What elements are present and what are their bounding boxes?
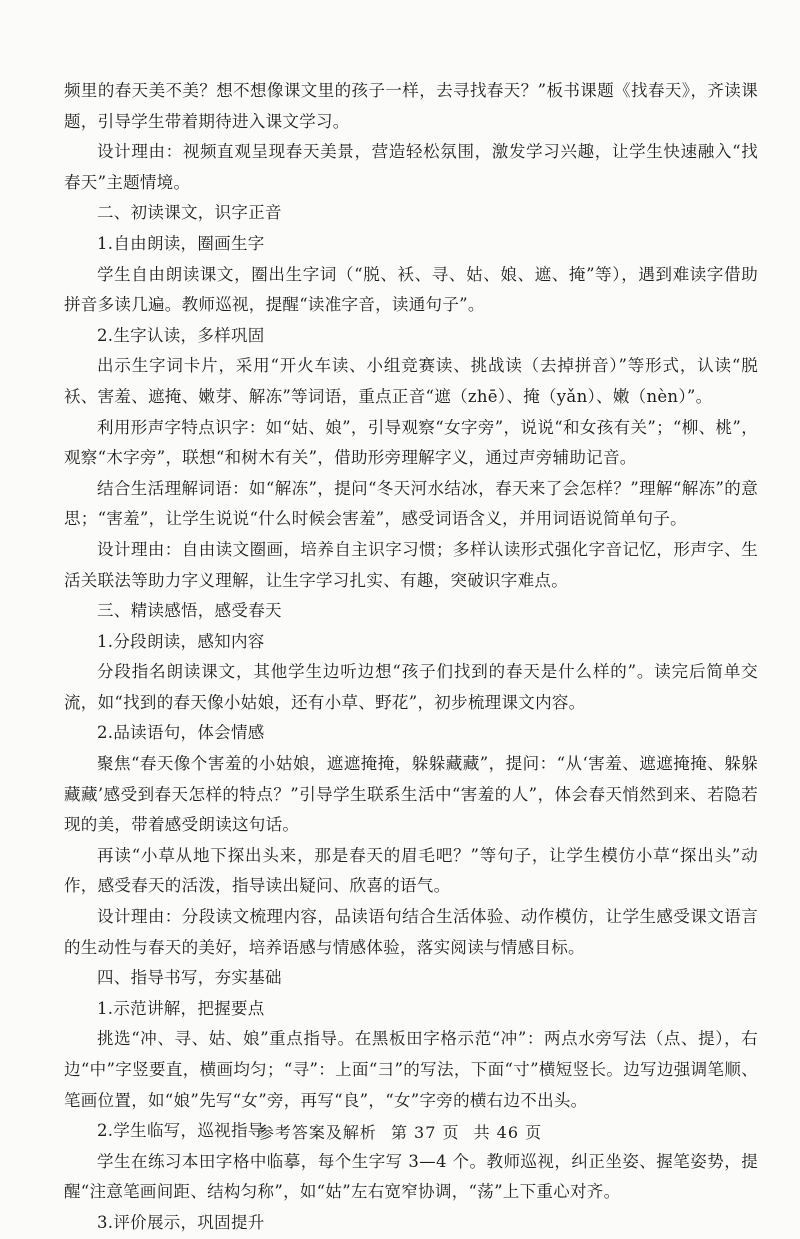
subsection-heading: 1.自由朗读，圈画生字: [97, 233, 265, 253]
subsection-heading: 1.分段朗读，感知内容: [97, 631, 265, 651]
paragraph: 挑选“冲、寻、姑、娘”重点指导。在黑板田字格示范“冲”：两点水旁写法（点、提），右边“中”字竖要直，横画均匀；“寻”：上面“彐”的写法，下面“寸”横短竖长。边写边强调笔顺、笔画位置，如“娘”先写“女”旁，再写“良”，“女”字旁的横右边不出头。: [64, 1029, 758, 1110]
paragraph: 设计理由：自由读文圈画，培养自主识字习惯；多样认读形式强化字音记忆，形声字、生活关联法等助力字义理解，让生字学习扎实、有趣，突破识字难点。: [64, 539, 758, 590]
section-heading: 二、初读课文，识字正音: [97, 203, 282, 223]
subsection-heading: 2.品读语句，体会情感: [97, 723, 265, 743]
document-body: [64, 76, 758, 1239]
paragraph: 出示生字词卡片，采用“开火车读、小组竞赛读、挑战读（去掉拼音）”等形式，认读“脱袄、害羞、遮掩、嫩芽、解冻”等词语，重点正音“遮（zhē）、掩（yǎn）、嫩（nèn）”。: [64, 356, 758, 406]
paragraph: 分段指名朗读课文，其他学生边听边想“孩子们找到的春天是什么样的”。读完后简单交流，如“找到的春天像小姑娘，还有小草、野花”，初步梳理课文内容。: [64, 662, 758, 712]
section-heading: 三、精读感悟，感受春天: [97, 601, 282, 621]
paragraph: 利用形声字特点识字：如“姑、娘”，引导观察“女字旁”，说说“和女孩有关”；“柳、桃”，观察“木字旁”，联想“和树木有关”，借助形旁理解字义，通过声旁辅助记音。: [64, 417, 758, 468]
footer-book-title: 参考答案及解析: [257, 1123, 377, 1142]
page-footer: [0, 1120, 800, 1143]
footer-total-pages: 共 46 页: [473, 1123, 543, 1142]
section-heading: 四、指导书写，夯实基础: [97, 968, 282, 988]
paragraph: 设计理由：分段读文梳理内容，品读语句结合生活体验、动作模仿，让学生感受课文语言的生动性与春天的美好，培养语感与情感体验，落实阅读与情感目标。: [64, 907, 758, 957]
paragraph: 再读“小草从地下探出头来，那是春天的眉毛吧？”等句子，让学生模仿小草“探出头”动作，感受春天的活泼，指导读出疑问、欣喜的语气。: [64, 845, 758, 896]
paragraph: 学生在练习本田字格中临摹，每个生字写 3—4 个。教师巡视，纠正坐姿、握笔姿势，提醒“注意笔画间距、结构匀称”，如“姑”左右宽窄协调，“荡”上下重心对齐。: [64, 1151, 758, 1202]
subsection-heading: 3.评价展示，巩固提升: [97, 1212, 265, 1232]
paragraph: 学生自由朗读课文，圈出生字词（“脱、袄、寻、姑、娘、遮、掩”等），遇到难读字借助拼音多读几遍。教师巡视，提醒“读准字音，读通句子”。: [64, 264, 758, 315]
subsection-heading: 2.学生临写，巡视指导: [97, 1121, 265, 1141]
paragraph: 结合生活理解词语：如“解冻”，提问“冬天河水结冰，春天来了会怎样？”理解“解冻”的意思；“害羞”，让学生说说“什么时候会害羞”，感受词语含义，并用词语说简单句子。: [64, 478, 758, 529]
paragraph: 设计理由：视频直观呈现春天美景，营造轻松氛围，激发学习兴趣，让学生快速融入“找春天”主题情境。: [64, 142, 758, 192]
subsection-heading: 2.生字认读，多样巩固: [97, 325, 265, 345]
paragraph: 频里的春天美不美？想不想像课文里的孩子一样，去寻找春天？”板书课题《找春天》，齐读课题，引导学生带着期待进入课文学习。: [64, 81, 758, 131]
paragraph: 聚焦“春天像个害羞的小姑娘，遮遮掩掩，躲躲藏藏”，提问：“从‘害羞、遮遮掩掩、躲躲藏藏’感受到春天怎样的特点？”引导学生联系生活中“害羞的人”，体会春天悄然到来、若隐若现的美，带着感受朗读这句话。: [64, 754, 758, 835]
footer-page-number: 第 37 页: [390, 1123, 460, 1142]
subsection-heading: 1.示范讲解，把握要点: [97, 998, 265, 1018]
